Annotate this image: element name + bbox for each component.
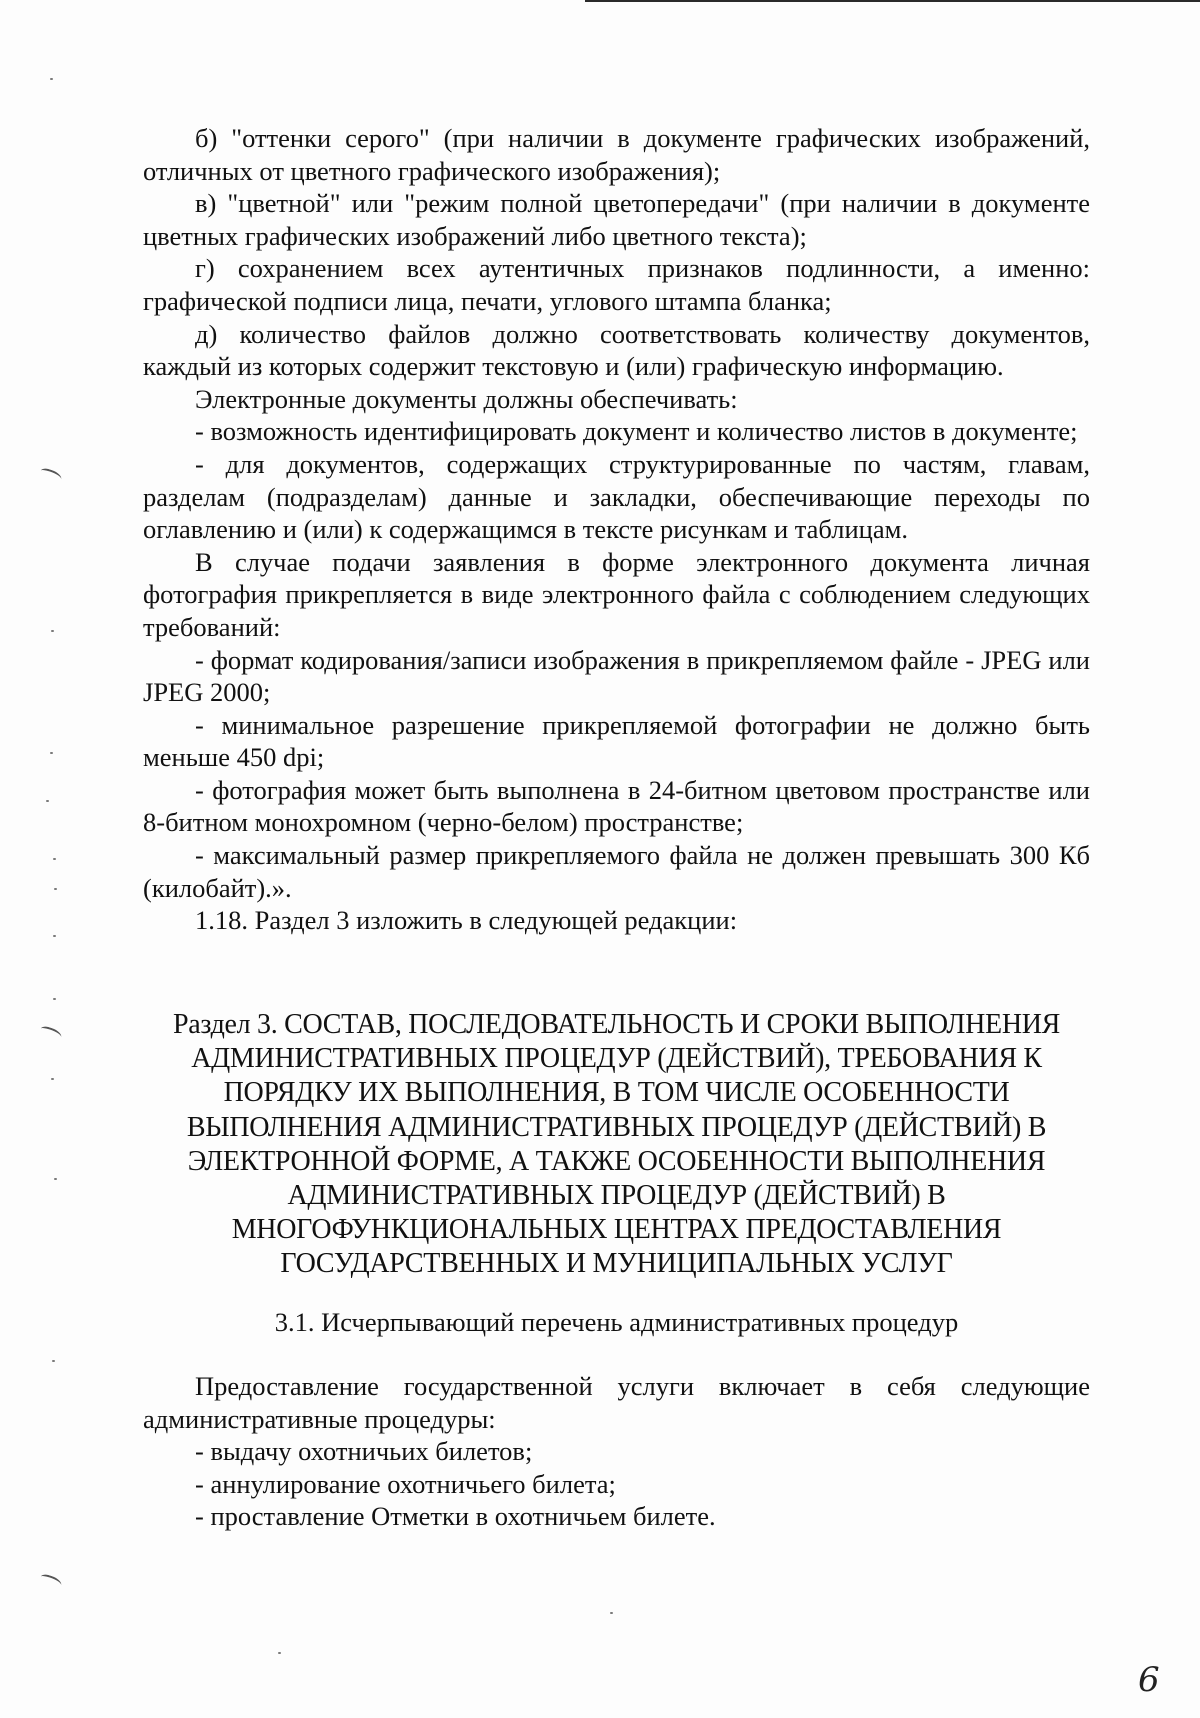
section-title-line: ЭЛЕКТРОННОЙ ФОРМЕ, А ТАКЖЕ ОСОБЕННОСТИ ВЫПОЛНЕНИЯ bbox=[187, 1145, 1046, 1177]
binding-hole-mark bbox=[39, 1573, 63, 1589]
list-item: - выдачу охотничьих билетов; bbox=[195, 1436, 533, 1467]
paragraph: д) количество файлов должно соответствовать количеству документов, каждый из которых содержит текстовую и (или) графическую информацию. bbox=[143, 318, 1090, 382]
paragraph: - формат кодирования/записи изображения в прикрепляемом файле - JPEG или JPEG 2000; bbox=[143, 644, 1090, 708]
procedures-text bbox=[143, 1370, 1090, 1533]
paragraph: Предоставление государственной услуги включает в себя следующие административные процедуры: bbox=[143, 1371, 1090, 1434]
paragraph: - для документов, содержащих структурированные по частям, главам, разделам (подразделам) данные и закладки, обеспечивающие переходы по оглавлению и (или) к содержащимся в тексте рисункам и таблицам. bbox=[143, 448, 1090, 545]
subsection-heading: 3.1. Исчерпывающий перечень административных процедур bbox=[274, 1307, 959, 1337]
page-number: 6 bbox=[1138, 1660, 1160, 1700]
list-item: - проставление Отметки в охотничьем билете. bbox=[195, 1501, 716, 1532]
section-title-line: ПОРЯДКУ ИХ ВЫПОЛНЕНИЯ, В ТОМ ЧИСЛЕ ОСОБЕННОСТИ bbox=[223, 1077, 1010, 1109]
section-title-line: МНОГОФУНКЦИОНАЛЬНЫХ ЦЕНТРАХ ПРЕДОСТАВЛЕНИЯ bbox=[231, 1214, 1002, 1246]
section-title-line: ВЫПОЛНЕНИЯ АДМИНИСТРАТИВНЫХ ПРОЦЕДУР (ДЕЙСТВИЙ) В bbox=[186, 1111, 1047, 1143]
paragraph: 1.18. Раздел 3 изложить в следующей редакции: bbox=[195, 905, 738, 936]
scan-edge-line bbox=[585, 0, 1200, 2]
section-title-line: Раздел 3. СОСТАВ, ПОСЛЕДОВАТЕЛЬНОСТЬ И СРОКИ ВЫПОЛНЕНИЯ bbox=[172, 1009, 1061, 1040]
paragraph: - максимальный размер прикрепляемого файла не должен превышать 300 Кб (килобайт).». bbox=[143, 840, 1090, 903]
paragraph: б) "оттенки серого" (при наличии в документе графических изображений, отличных от цветного графического изображения); bbox=[143, 123, 1090, 186]
binding-hole-mark bbox=[39, 467, 63, 483]
section-title-line: ГОСУДАРСТВЕННЫХ И МУНИЦИПАЛЬНЫХ УСЛУГ bbox=[280, 1248, 953, 1280]
paragraph: в) "цветной" или "режим полной цветопередачи" (при наличии в документе цветных графических изображений либо цветного текста); bbox=[143, 188, 1090, 251]
paragraph: - минимальное разрешение прикрепляемой фотографии не должно быть меньше 450 dpi; bbox=[143, 709, 1090, 773]
paragraph: г) сохранением всех аутентичных признаков подлинности, а именно: графической подписи лица, печати, углового штампа бланка; bbox=[143, 253, 1090, 316]
paragraph: В случае подачи заявления в форме электронного документа личная фотография прикрепляется в виде электронного файла с соблюдением следующих требований: bbox=[143, 546, 1090, 642]
section-title bbox=[143, 1008, 1090, 1282]
list-item: - аннулирование охотничьего билета; bbox=[195, 1468, 616, 1499]
body-text bbox=[143, 122, 1090, 937]
section-title-line: АДМИНИСТРАТИВНЫХ ПРОЦЕДУР (ДЕЙСТВИЙ), ТРЕБОВАНИЯ К bbox=[191, 1043, 1042, 1075]
section-title-line: АДМИНИСТРАТИВНЫХ ПРОЦЕДУР (ДЕЙСТВИЙ) В bbox=[287, 1180, 946, 1212]
paragraph: Электронные документы должны обеспечивать: bbox=[195, 383, 738, 414]
paragraph: - возможность идентифицировать документ и количество листов в документе; bbox=[195, 416, 1078, 447]
binding-hole-mark bbox=[39, 1025, 63, 1041]
paragraph: - фотография может быть выполнена в 24-битном цветовом пространстве или 8-битном монохромном (черно-белом) пространстве; bbox=[143, 774, 1090, 838]
